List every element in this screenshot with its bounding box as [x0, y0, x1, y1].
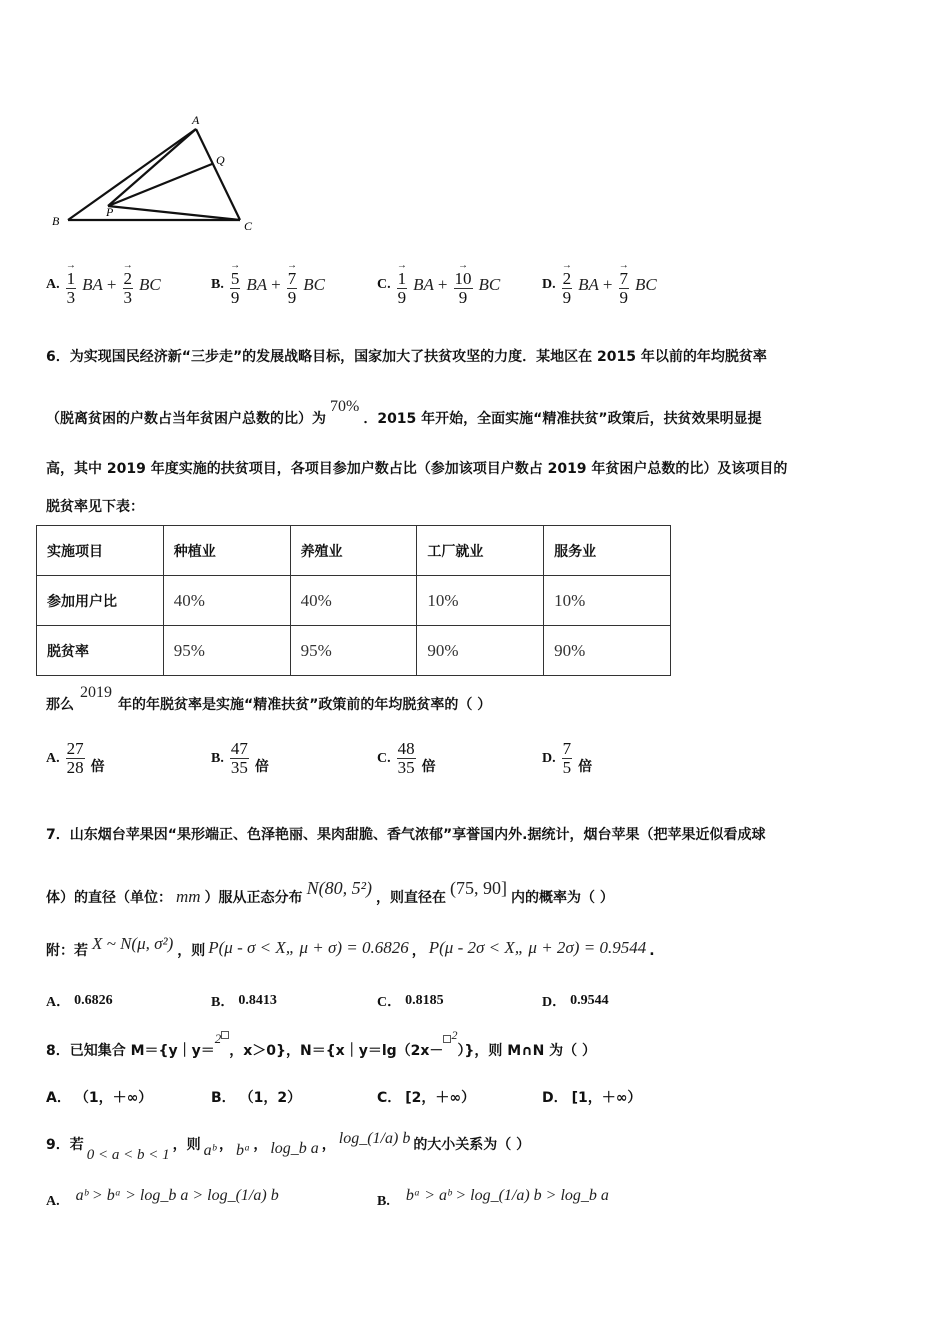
table-cell: 95%	[290, 626, 417, 676]
q7-line1: 7．山东烟台苹果因“果形端正、色泽艳丽、果肉甜脆、香气浓郁”享誉国内外.据统计，烟台苹果（把苹果近似看成球	[46, 827, 766, 843]
table-row	[37, 626, 671, 676]
q6-option-d[interactable]: D. $\frac{7}{5}$ 倍	[542, 739, 593, 777]
segment-PQ	[108, 164, 212, 206]
q7-option-b[interactable]: B． 0.8413	[211, 993, 277, 1010]
table-row-label: 脱贫率	[37, 626, 164, 676]
q9-option-b[interactable]: B. bᵃ > aᵇ > log_(1/a) b > log_b a	[377, 1187, 609, 1209]
q5-option-d[interactable]: D. → 2 9 BA + → 7 9 BC	[542, 260, 657, 307]
q6-option-c[interactable]: C. $\frac{48}{35}$ 倍	[377, 739, 436, 777]
table-header-cell: 实施项目	[37, 526, 164, 576]
segment-PA	[108, 129, 196, 206]
table-cell: 40%	[290, 576, 417, 626]
label-Q: Q	[216, 153, 225, 167]
q7-option-c[interactable]: C． 0.8185	[377, 993, 444, 1010]
label-C: C	[244, 219, 253, 233]
edge-BA	[68, 129, 196, 220]
q8-option-d[interactable]: D． [1，＋∞）	[542, 1090, 642, 1106]
table-cell: 90%	[417, 626, 544, 676]
q6-ask: 那么2019年的年脱贫率是实施“精准扶贫”政策前的年均脱贫率的（ ）	[46, 684, 492, 713]
q7-option-a[interactable]: A． 0.6826	[46, 993, 113, 1010]
q6-table	[36, 525, 671, 676]
q5-option-a[interactable]: A. → 1 3 BA + → 2 3 BC	[46, 260, 161, 307]
table-cell: 40%	[163, 576, 290, 626]
table-row-label: 参加用户比	[37, 576, 164, 626]
q8-option-a[interactable]: A． （1，＋∞）	[46, 1090, 153, 1106]
table-header-cell: 养殖业	[290, 526, 417, 576]
table-cell: 10%	[417, 576, 544, 626]
q7-line2: 体）的直径（单位： mm ）服从正态分布 N(80, 5²) ，则直径在 (75, 90] 内的概率为（ ）	[46, 878, 614, 906]
table-header-row	[37, 526, 671, 576]
q7-note: 附：若 X ~ N(μ, σ²) ，则 P(μ - σ < X„ μ + σ) = 0.6826 ， P(μ - 2σ < X„ μ + 2σ) = 0.9544 .	[46, 934, 655, 959]
q6-line2: （脱离贫困的户数占当年贫困户总数的比）为70%．2015 年开始，全面实施“精准扶贫”政策后，扶贫效果明显提	[46, 398, 762, 427]
q6-option-b[interactable]: B. $\frac{47}{35}$ 倍	[211, 739, 269, 777]
q8-option-b[interactable]: B． （1，2）	[211, 1090, 302, 1106]
q8-option-c[interactable]: C． [2，＋∞）	[377, 1090, 476, 1106]
table-header-cell: 工厂就业	[417, 526, 544, 576]
label-B: B	[52, 214, 60, 228]
q5-option-c[interactable]: C. → 1 9 BA + → 10 9 BC	[377, 260, 501, 307]
q7-option-d[interactable]: D． 0.9544	[542, 993, 609, 1010]
table-cell: 90%	[544, 626, 671, 676]
q6-line1: 6．为实现国民经济新“三步走”的发展战略目标，国家加大了扶贫攻坚的力度．某地区在 2015 年以前的年均脱贫率	[46, 349, 767, 365]
table-cell: 10%	[544, 576, 671, 626]
table-row	[37, 576, 671, 626]
table-cell: 95%	[163, 626, 290, 676]
segment-PC	[108, 206, 240, 220]
q9-stem: 9．若0 < a < b < 1，则 aᵇ ， bᵃ ， log_b a ， log_(1/a) b 的大小关系为（ ）	[46, 1130, 531, 1163]
q6-option-a[interactable]: A. $\frac{27}{28}$ 倍	[46, 739, 105, 777]
edge-AC	[196, 129, 240, 220]
triangle-figure	[40, 110, 270, 240]
q5-option-b[interactable]: B. → 5 9 BA + → 7 9 BC	[211, 260, 325, 307]
table-header-cell: 服务业	[544, 526, 671, 576]
q6-line3: 高，其中 2019 年度实施的扶贫项目，各项目参加户数占比（参加该项目户数占 2019 年贫困户总数的比）及该项目的	[46, 461, 788, 477]
q6-line4: 脱贫率见下表：	[46, 499, 144, 515]
q8-stem: 8．已知集合 M＝{y｜y＝2，x＞0}，N＝{x｜y＝lg（2x－2）}，则 M∩N 为（ ）	[46, 1028, 597, 1059]
q9-option-a[interactable]: A. aᵇ > bᵃ > log_b a > log_(1/a) b	[46, 1187, 279, 1209]
table-header-cell: 种植业	[163, 526, 290, 576]
label-P: P	[106, 205, 114, 219]
label-A: A	[192, 113, 200, 127]
